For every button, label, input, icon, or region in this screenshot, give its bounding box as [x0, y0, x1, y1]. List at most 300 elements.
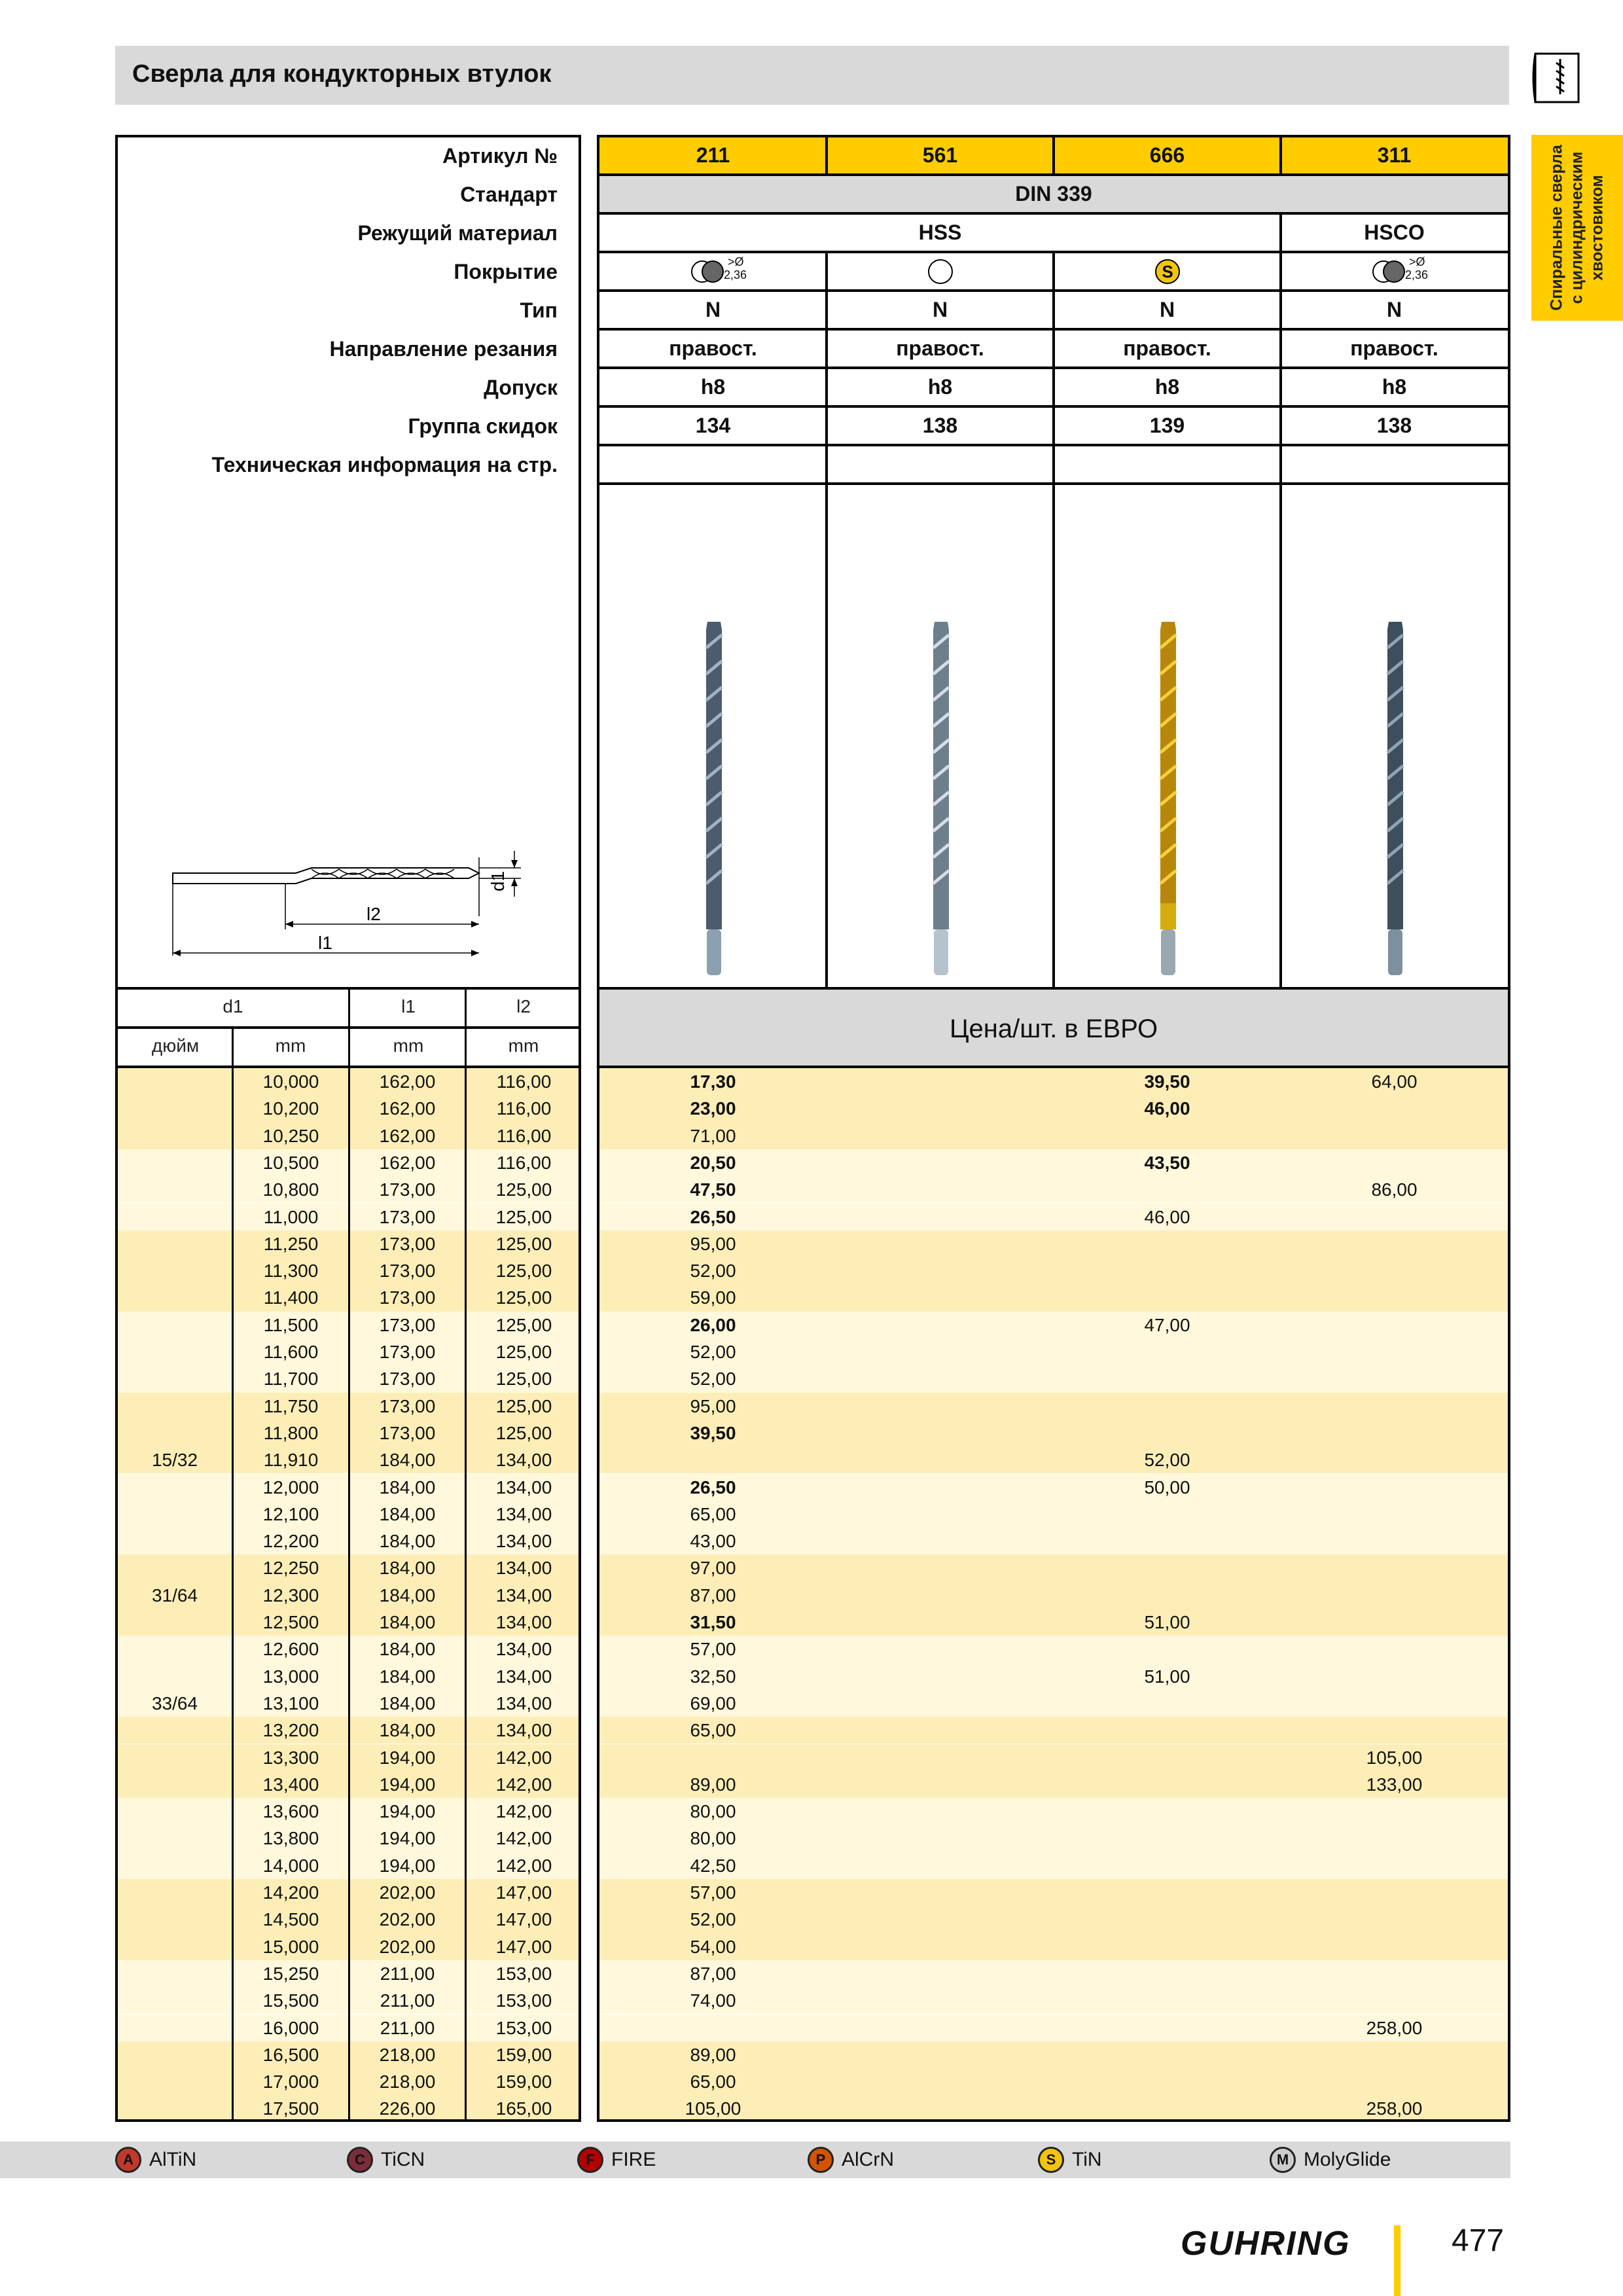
col-divider — [232, 1068, 234, 2119]
price-666 — [1054, 2068, 1281, 2095]
price-311: 86,00 — [1371, 1179, 1418, 1200]
cell-l2: 147,00 — [467, 1879, 581, 1906]
cell-l2: 116,00 — [467, 1122, 581, 1149]
price-666 — [1054, 1771, 1281, 1798]
price-211: 95,00 — [690, 1233, 736, 1254]
cell-d1: 10,000 — [234, 1068, 348, 1095]
cell-d1: 14,500 — [234, 1906, 348, 1933]
header-mm-l2: mm — [508, 1035, 539, 1056]
price-311 — [1281, 1365, 1508, 1392]
price-561 — [827, 1609, 1054, 1636]
cell-d1: 15,000 — [234, 1933, 348, 1960]
page-title-bar — [115, 46, 1509, 105]
table-row — [599, 1554, 1508, 1581]
cell-l1: 184,00 — [350, 1554, 465, 1581]
cell-l1: 194,00 — [350, 1744, 465, 1771]
brand-accent-bar — [1394, 2225, 1400, 2296]
cell-inch — [118, 2015, 232, 2041]
price-211: 17,30 — [690, 1071, 736, 1092]
cell-inch — [118, 1501, 232, 1528]
price-561 — [827, 1528, 1054, 1554]
cell-l2: 116,00 — [467, 1068, 581, 1095]
price-311 — [1281, 1690, 1508, 1717]
type-666: N — [1159, 298, 1175, 321]
material-row — [599, 215, 1508, 251]
cell-l2: 159,00 — [467, 2041, 581, 2068]
cell-l2: 165,00 — [467, 2095, 581, 2122]
cell-d1: 16,000 — [234, 2015, 348, 2041]
cell-inch — [118, 1338, 232, 1365]
price-311 — [1281, 1798, 1508, 1825]
price-211: 57,00 — [690, 1639, 736, 1660]
cell-inch — [118, 1068, 232, 1095]
cell-l1: 211,00 — [350, 2015, 465, 2041]
cell-l1: 173,00 — [350, 1338, 465, 1365]
cell-d1: 12,200 — [234, 1528, 348, 1554]
price-311 — [1281, 1663, 1508, 1690]
price-561 — [827, 1257, 1054, 1284]
cell-d1: 12,300 — [234, 1582, 348, 1609]
price-211: 95,00 — [690, 1395, 736, 1416]
price-header — [597, 990, 1510, 1068]
price-311 — [1281, 1906, 1508, 1933]
cell-l2: 147,00 — [467, 1906, 581, 1933]
price-211: 69,00 — [690, 1693, 736, 1713]
cell-l1: 202,00 — [350, 1879, 465, 1906]
cell-l2: 134,00 — [467, 1609, 581, 1636]
svg-text:S: S — [1161, 261, 1173, 281]
cell-inch — [118, 1771, 232, 1798]
cell-d1: 12,250 — [234, 1554, 348, 1581]
table-row — [599, 1825, 1508, 1852]
cell-inch — [118, 1798, 232, 1825]
price-211: 97,00 — [690, 1558, 736, 1579]
price-561 — [827, 1446, 1054, 1473]
col-divider — [825, 137, 828, 173]
table-row — [599, 1609, 1508, 1636]
cell-inch — [118, 1257, 232, 1284]
price-561 — [827, 1987, 1054, 2014]
discount-211: 134 — [695, 414, 731, 437]
table-row — [599, 1798, 1508, 1825]
price-666 — [1054, 1554, 1281, 1581]
price-561 — [827, 1960, 1054, 1987]
cell-d1: 13,000 — [234, 1663, 348, 1690]
cell-l1: 202,00 — [350, 1906, 465, 1933]
cell-l1: 184,00 — [350, 1582, 465, 1609]
label-standard: Стандарт — [460, 183, 558, 206]
section-side-tab[interactable] — [1531, 135, 1623, 321]
cell-l2: 125,00 — [467, 1257, 581, 1284]
cell-inch — [118, 2068, 232, 2095]
diagram-l1-label: l1 — [318, 933, 332, 953]
diagram-l2-label: l2 — [366, 904, 381, 924]
price-666 — [1054, 1257, 1281, 1284]
header-mm-d1: mm — [275, 1035, 306, 1056]
cell-inch — [118, 2095, 232, 2122]
table-row — [599, 1906, 1508, 1933]
price-666: 52,00 — [1144, 1450, 1190, 1471]
discount-666: 139 — [1149, 414, 1185, 437]
type-561: N — [932, 298, 948, 321]
price-666 — [1054, 1122, 1281, 1149]
price-561 — [827, 1771, 1054, 1798]
cell-d1: 12,600 — [234, 1636, 348, 1662]
fire-coating-icon: F — [577, 2147, 603, 2173]
cell-l1: 173,00 — [350, 1257, 465, 1284]
price-666 — [1054, 1690, 1281, 1717]
label-coating: Покрытие — [454, 260, 558, 283]
price-311 — [1281, 1501, 1508, 1528]
cell-d1: 11,800 — [234, 1420, 348, 1446]
price-666: 46,00 — [1144, 1206, 1190, 1227]
table-row — [599, 1717, 1508, 1744]
price-561 — [827, 1338, 1054, 1365]
cell-l1: 184,00 — [350, 1528, 465, 1554]
price-211: 80,00 — [690, 1828, 736, 1849]
price-311: 105,00 — [1366, 1747, 1423, 1768]
cell-l1: 173,00 — [350, 1312, 465, 1338]
cell-l1: 218,00 — [350, 2041, 465, 2068]
price-561 — [827, 1176, 1054, 1203]
drill-211-image — [691, 622, 737, 975]
price-211 — [599, 1744, 827, 1771]
price-211: 74,00 — [690, 1990, 736, 2011]
price-211 — [599, 1446, 827, 1473]
table-row — [599, 2068, 1508, 2095]
table-row — [599, 1744, 1508, 1771]
drill-561-image — [918, 622, 964, 975]
price-311: 64,00 — [1371, 1071, 1418, 1092]
cell-inch — [118, 1663, 232, 1690]
price-561 — [827, 1852, 1054, 1879]
cell-inch: 33/64 — [118, 1690, 232, 1717]
price-561 — [827, 1501, 1054, 1528]
cell-d1: 13,600 — [234, 1798, 348, 1825]
table-row — [599, 1446, 1508, 1473]
price-561 — [827, 1095, 1054, 1122]
header-inch: дюйм — [151, 1035, 200, 1056]
standard-row — [599, 176, 1508, 212]
cell-inch — [118, 1095, 232, 1122]
price-311 — [1281, 1095, 1508, 1122]
cell-d1: 12,500 — [234, 1609, 348, 1636]
brand-logo: GUHRING — [1181, 2225, 1351, 2263]
page-title: Сверла для кондукторных втулок — [132, 60, 552, 88]
price-561 — [827, 1068, 1054, 1095]
cell-l2: 134,00 — [467, 1690, 581, 1717]
material-hsco: HSCO — [1364, 221, 1425, 244]
price-666 — [1054, 1933, 1281, 1960]
cell-d1: 11,500 — [234, 1312, 348, 1338]
price-211: 65,00 — [690, 1720, 736, 1741]
table-row — [599, 1420, 1508, 1446]
article-561: 561 — [922, 143, 958, 167]
price-211: 52,00 — [690, 1261, 736, 1282]
cell-l2: 142,00 — [467, 1744, 581, 1771]
price-666 — [1054, 1987, 1281, 2014]
header-d1: d1 — [223, 996, 243, 1016]
price-561 — [827, 1798, 1054, 1825]
price-211: 32,50 — [690, 1666, 736, 1687]
table-row — [599, 1987, 1508, 2014]
price-561 — [827, 1312, 1054, 1338]
price-311 — [1281, 1528, 1508, 1554]
bright-finish-icon — [926, 257, 955, 286]
cell-d1: 13,400 — [234, 1771, 348, 1798]
price-211: 47,50 — [690, 1179, 736, 1200]
cell-d1: 11,600 — [234, 1338, 348, 1365]
price-666 — [1054, 1393, 1281, 1420]
header-l2: l2 — [516, 996, 531, 1016]
table-row — [599, 2041, 1508, 2068]
price-311: 258,00 — [1366, 2017, 1423, 2038]
coating-666 — [1054, 253, 1281, 289]
price-211: 59,00 — [690, 1287, 736, 1308]
cell-inch — [118, 1609, 232, 1636]
cell-l2: 142,00 — [467, 1825, 581, 1852]
label-material: Режущий материал — [357, 221, 558, 245]
coating-legend — [0, 2142, 1510, 2178]
cell-l1: 162,00 — [350, 1068, 465, 1095]
table-row — [599, 1230, 1508, 1257]
page-number: 477 — [1452, 2223, 1505, 2258]
price-311 — [1281, 1987, 1508, 2014]
price-311 — [1281, 1149, 1508, 1176]
tin-coating-icon — [1153, 257, 1182, 286]
direction-311: правост. — [1350, 336, 1438, 360]
price-561 — [827, 2095, 1054, 2122]
price-311 — [1281, 1393, 1508, 1420]
cell-l2: 134,00 — [467, 1663, 581, 1690]
legend-item — [808, 2147, 894, 2173]
cell-d1: 10,250 — [234, 1122, 348, 1149]
spec-grid-panel — [597, 135, 1510, 990]
price-211: 80,00 — [690, 1801, 736, 1822]
price-666 — [1054, 1582, 1281, 1609]
price-666: 46,00 — [1144, 1098, 1190, 1119]
price-211: 105,00 — [685, 2098, 741, 2119]
cell-inch — [118, 1636, 232, 1662]
price-311 — [1281, 1825, 1508, 1852]
cell-inch — [118, 1744, 232, 1771]
tolerance-666: h8 — [1154, 375, 1180, 399]
legend-label: AlCrN — [842, 2149, 894, 2170]
price-211: 65,00 — [690, 2072, 736, 2092]
price-666 — [1054, 1798, 1281, 1825]
price-311 — [1281, 1204, 1508, 1230]
price-561 — [827, 1825, 1054, 1852]
price-311 — [1281, 1582, 1508, 1609]
price-561 — [827, 1122, 1054, 1149]
price-666 — [1054, 1284, 1281, 1311]
table-row — [599, 1365, 1508, 1392]
cell-l2: 134,00 — [467, 1501, 581, 1528]
price-561 — [827, 1663, 1054, 1690]
cell-inch — [118, 1717, 232, 1744]
cell-d1: 15,500 — [234, 1987, 348, 2014]
price-666 — [1054, 1960, 1281, 1987]
price-211: 39,50 — [690, 1422, 736, 1443]
price-311 — [1281, 1852, 1508, 1879]
price-666: 51,00 — [1144, 1612, 1190, 1632]
cell-d1: 10,500 — [234, 1149, 348, 1176]
tolerance-561: h8 — [927, 375, 953, 399]
cell-d1: 14,000 — [234, 1852, 348, 1879]
price-311 — [1281, 2068, 1508, 2095]
table-row — [599, 1393, 1508, 1420]
col-divider — [825, 253, 828, 987]
table-row — [599, 1771, 1508, 1798]
price-211: 26,50 — [690, 1477, 736, 1498]
price-666 — [1054, 1906, 1281, 1933]
ticn-coating-icon: C — [347, 2147, 373, 2173]
table-row — [599, 1636, 1508, 1662]
price-311 — [1281, 1933, 1508, 1960]
price-561 — [827, 2068, 1054, 2095]
cell-inch — [118, 1149, 232, 1176]
price-311 — [1281, 1312, 1508, 1338]
cell-inch — [118, 1933, 232, 1960]
cell-l1: 194,00 — [350, 1825, 465, 1852]
price-666 — [1054, 2015, 1281, 2041]
price-666 — [1054, 1420, 1281, 1446]
cell-d1: 13,100 — [234, 1690, 348, 1717]
cell-l1: 184,00 — [350, 1501, 465, 1528]
price-666 — [1054, 2095, 1281, 2122]
cell-l2: 116,00 — [467, 1095, 581, 1122]
table-row — [599, 1095, 1508, 1122]
price-666 — [1054, 1338, 1281, 1365]
price-561 — [827, 1284, 1054, 1311]
price-666 — [1054, 2041, 1281, 2068]
alcrn-coating-icon: P — [808, 2147, 834, 2173]
price-666 — [1054, 1825, 1281, 1852]
cell-l1: 184,00 — [350, 1474, 465, 1501]
price-211: 89,00 — [690, 2044, 736, 2065]
drill-311-image — [1372, 622, 1418, 975]
legend-item — [1038, 2147, 1102, 2173]
price-311: 133,00 — [1366, 1774, 1423, 1795]
header-mm-l1: mm — [393, 1035, 424, 1056]
price-561 — [827, 1933, 1054, 1960]
article-666: 666 — [1149, 143, 1185, 167]
price-211: 57,00 — [690, 1882, 736, 1903]
price-311 — [1281, 1122, 1508, 1149]
cell-d1: 13,300 — [234, 1744, 348, 1771]
cell-d1: 11,700 — [234, 1365, 348, 1392]
cell-l2: 134,00 — [467, 1582, 581, 1609]
drill-bit-icon — [1530, 51, 1584, 105]
price-666 — [1054, 1230, 1281, 1257]
price-561 — [827, 1906, 1054, 1933]
table-row — [599, 1933, 1508, 1960]
dimension-header — [115, 990, 581, 1068]
label-type: Тип — [520, 298, 558, 322]
col-divider — [348, 1068, 350, 2119]
price-666: 50,00 — [1144, 1477, 1190, 1498]
price-561 — [827, 2041, 1054, 2068]
price-311 — [1281, 1230, 1508, 1257]
price-311 — [1281, 1446, 1508, 1473]
table-row — [599, 1312, 1508, 1338]
cell-l1: 184,00 — [350, 1446, 465, 1473]
price-561 — [827, 1365, 1054, 1392]
dimension-table — [115, 1068, 581, 2122]
price-666 — [1054, 1879, 1281, 1906]
price-561 — [827, 1636, 1054, 1662]
col-divider — [1052, 253, 1055, 987]
price-211 — [599, 2015, 827, 2041]
cell-d1: 10,800 — [234, 1176, 348, 1203]
price-561 — [827, 1230, 1054, 1257]
price-211: 71,00 — [690, 1125, 736, 1146]
price-311 — [1281, 1609, 1508, 1636]
cell-l2: 125,00 — [467, 1230, 581, 1257]
price-211: 52,00 — [690, 1342, 736, 1362]
price-311: 258,00 — [1366, 2098, 1423, 2119]
table-row — [599, 1204, 1508, 1230]
cell-inch — [118, 1879, 232, 1906]
cell-inch — [118, 1554, 232, 1581]
cell-d1: 14,200 — [234, 1879, 348, 1906]
article-311: 311 — [1377, 143, 1412, 167]
cell-inch — [118, 1528, 232, 1554]
cell-l1: 173,00 — [350, 1176, 465, 1203]
legend-label: FIRE — [611, 2149, 656, 2170]
cell-inch — [118, 1960, 232, 1987]
type-311: N — [1386, 298, 1402, 321]
cell-l2: 159,00 — [467, 2068, 581, 2095]
cell-d1: 11,300 — [234, 1257, 348, 1284]
cell-l2: 142,00 — [467, 1798, 581, 1825]
cell-l2: 134,00 — [467, 1554, 581, 1581]
cell-inch — [118, 1987, 232, 2014]
price-561 — [827, 1690, 1054, 1717]
header-l1: l1 — [401, 996, 416, 1016]
cell-l2: 125,00 — [467, 1284, 581, 1311]
legend-item — [1270, 2147, 1391, 2173]
cell-l1: 211,00 — [350, 1960, 465, 1987]
article-211: 211 — [696, 143, 730, 167]
cell-l2: 134,00 — [467, 1528, 581, 1554]
cell-d1: 17,500 — [234, 2095, 348, 2122]
table-row — [599, 1149, 1508, 1176]
price-211: 31,50 — [690, 1612, 736, 1632]
cell-inch — [118, 1122, 232, 1149]
price-211: 87,00 — [690, 1963, 736, 1984]
discount-311: 138 — [1376, 414, 1412, 437]
legend-label: AlTiN — [149, 2149, 197, 2170]
cell-d1: 13,200 — [234, 1717, 348, 1744]
price-561 — [827, 1204, 1054, 1230]
legend-item — [347, 2147, 425, 2173]
direction-666: правост. — [1123, 336, 1211, 360]
table-row — [599, 1284, 1508, 1311]
cell-l1: 226,00 — [350, 2095, 465, 2122]
cell-d1: 11,750 — [234, 1393, 348, 1420]
table-row — [599, 1474, 1508, 1501]
price-666 — [1054, 1501, 1281, 1528]
cell-l1: 162,00 — [350, 1122, 465, 1149]
cell-d1: 12,000 — [234, 1474, 348, 1501]
price-211: 42,50 — [690, 1855, 736, 1876]
cell-l2: 125,00 — [467, 1393, 581, 1420]
cell-inch: 31/64 — [118, 1582, 232, 1609]
material-hss: HSS — [918, 221, 962, 244]
price-666 — [1054, 1744, 1281, 1771]
cell-d1: 16,500 — [234, 2041, 348, 2068]
